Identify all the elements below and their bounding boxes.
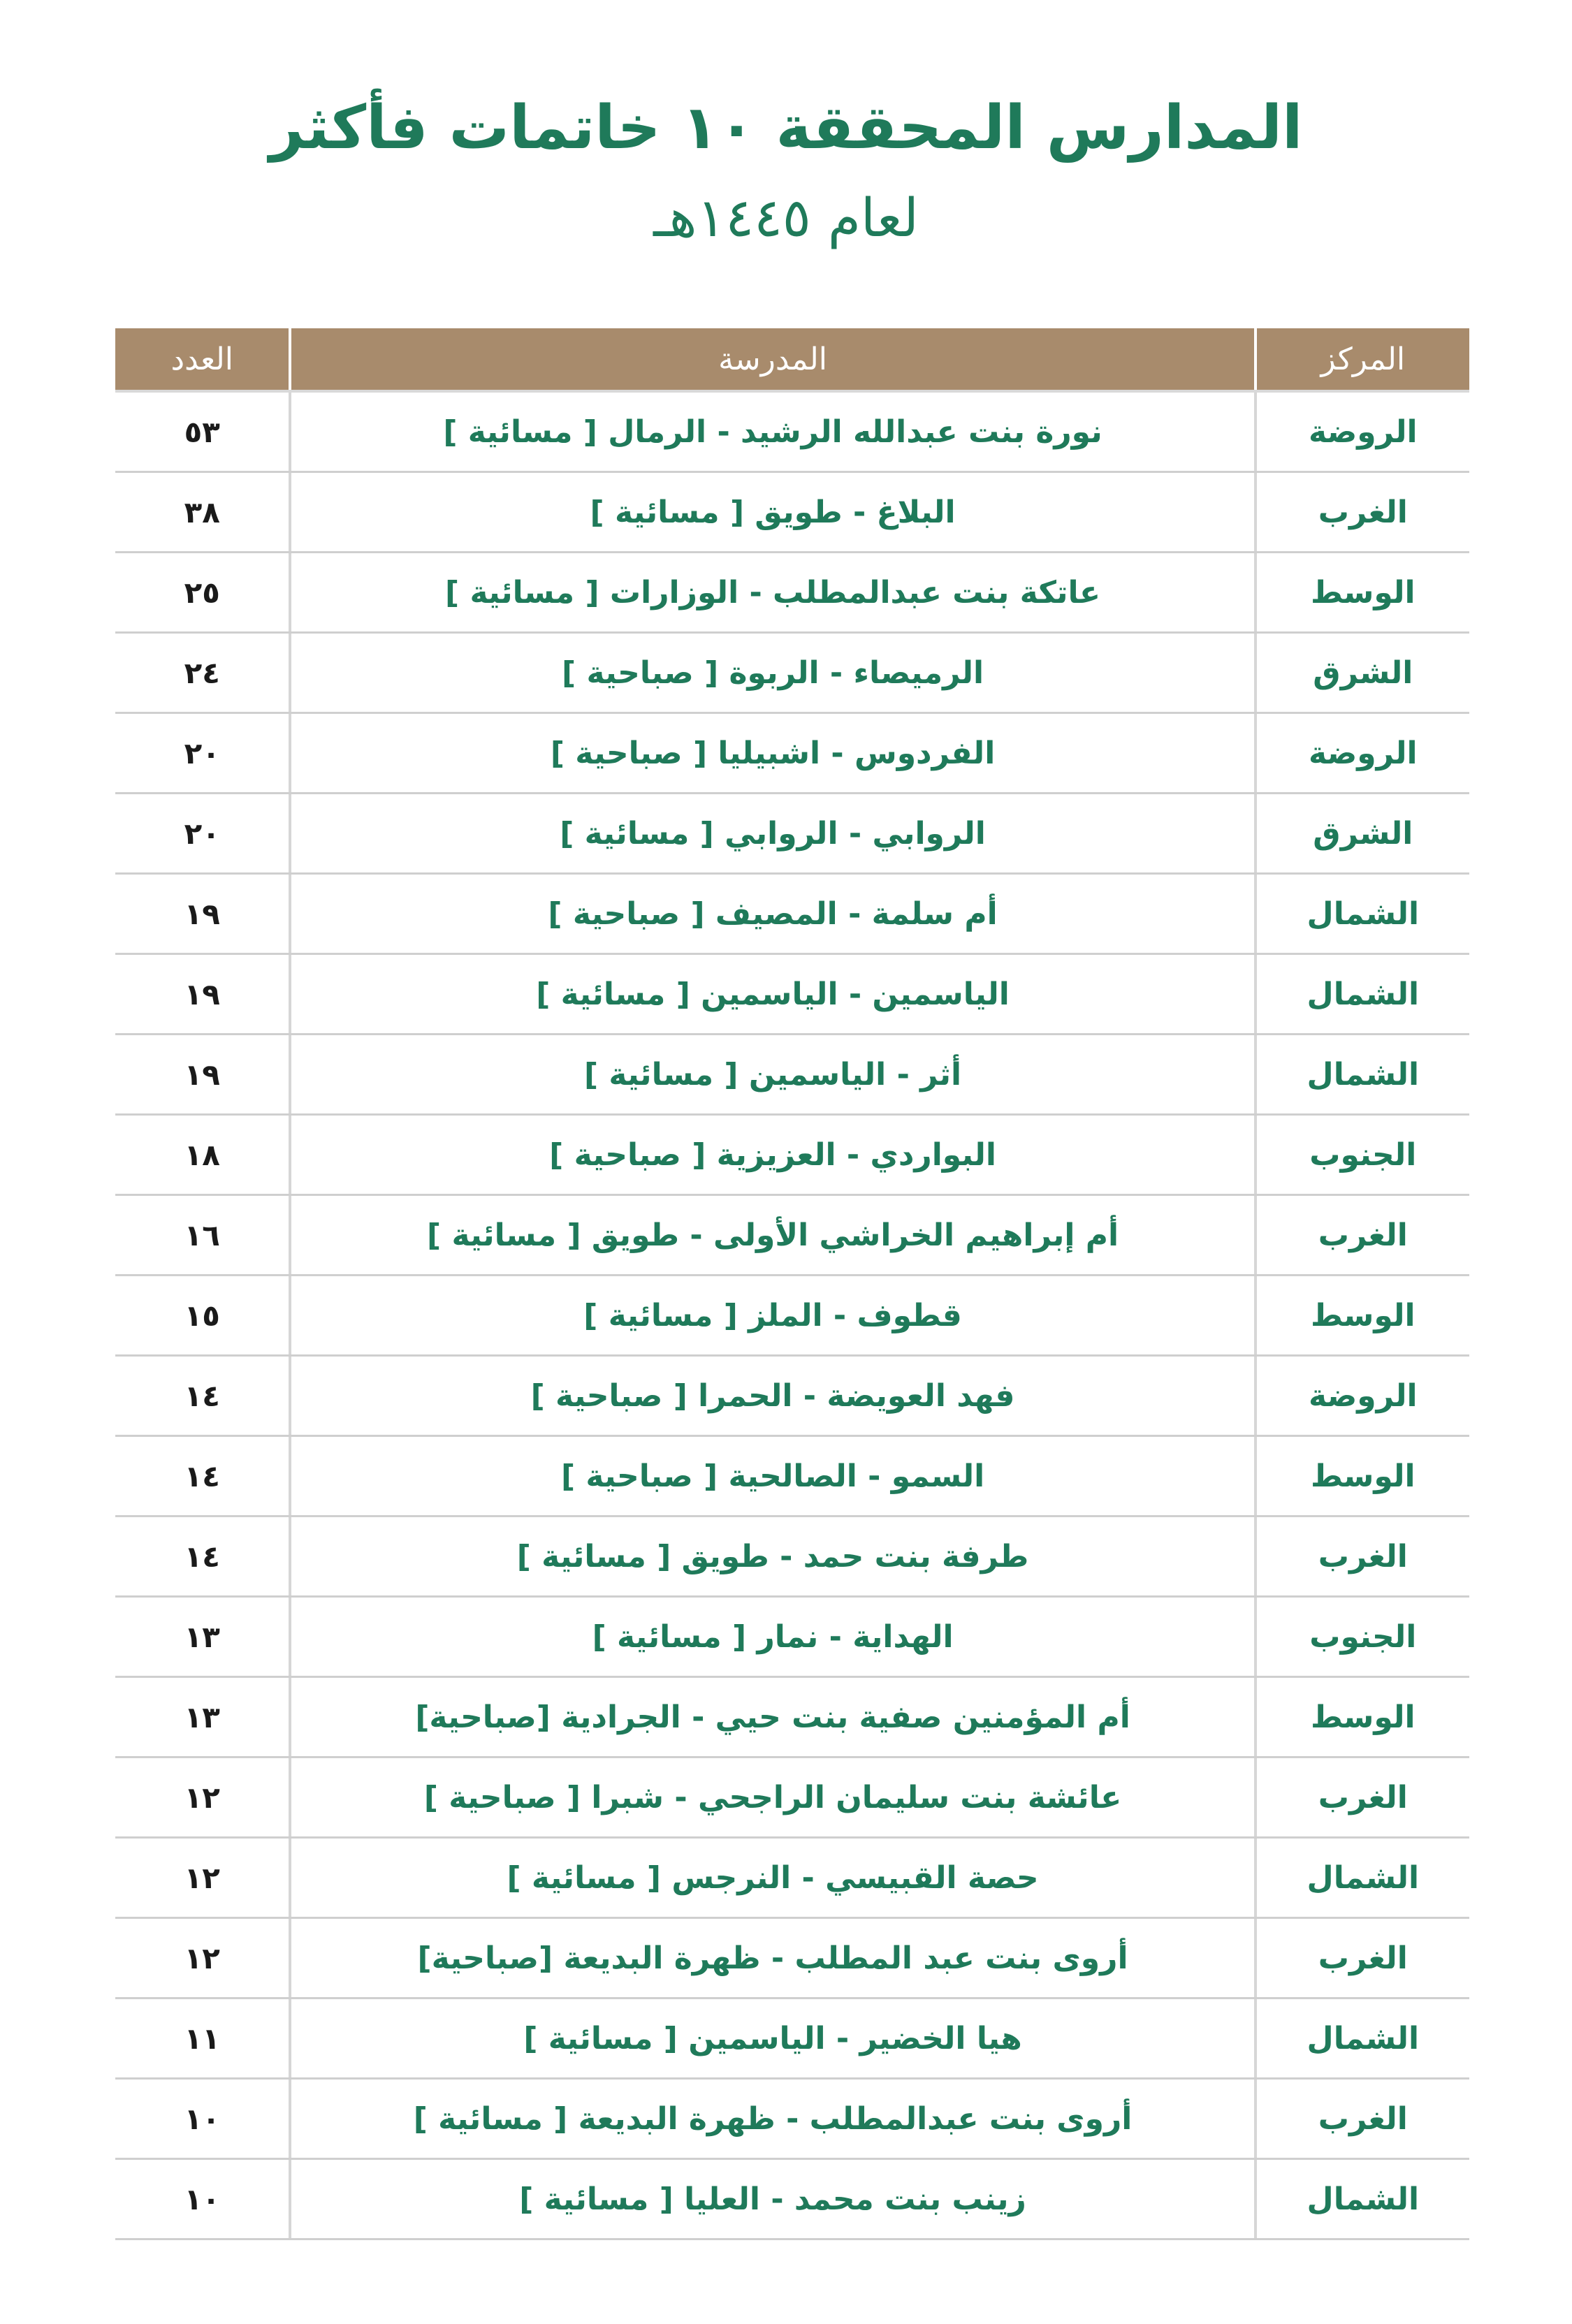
cell-school: أم المؤمنين صفية بنت حيي - الجرادية [صباحية] [289,1678,1256,1756]
cell-center: الغرب [1318,1779,1408,1815]
cell-school: طرفة بنت حمد - طويق [ مسائية ] [289,1517,1256,1595]
cell-center: الغرب [1318,2100,1408,2137]
schools-table [115,328,1469,2240]
cell-count: ٣٨ [184,495,220,529]
cell-center: الشمال [1307,2020,1420,2056]
cell-school: زينب بنت محمد - العليا [ مسائية ] [289,2160,1256,2238]
cell-school: السمو - الصالحية [ صباحية ] [289,1437,1256,1515]
cell-center: الجنوب [1309,1618,1417,1655]
cell-count: ١٥ [184,1298,220,1333]
cell-count: ١٢ [184,1941,220,1975]
table-row [115,473,1469,553]
cell-school: عائشة بنت سليمان الراجحي - شبرا [ صباحية ] [289,1758,1256,1836]
header-count: العدد [170,341,234,377]
page-title: المدارس المحققة ١٠ خاتمات فأكثر [269,93,1303,163]
table-row [115,1839,1469,1919]
table-row [115,1276,1469,1357]
cell-school: الفردوس - اشبيليا [ صباحية ] [289,714,1256,792]
table-row [115,1357,1469,1437]
cell-center: الغرب [1318,1217,1408,1253]
cell-school: الروابي - الروابي [ مسائية ] [289,794,1256,872]
table-row [115,2160,1469,2240]
cell-count: ٢٠ [184,736,220,770]
cell-center: الشرق [1313,655,1413,691]
cell-count: ١٩ [184,896,220,931]
cell-center: الروضة [1309,1377,1418,1414]
cell-count: ١٢ [184,1860,220,1895]
table-row [115,875,1469,955]
cell-school: أروى بنت عبدالمطلب - ظهرة البديعة [ مسائية ] [289,2080,1256,2158]
cell-school: حصة القبيسي - النرجس [ مسائية ] [289,1839,1256,1917]
cell-count: ١٤ [184,1539,220,1574]
cell-center: الوسط [1311,1699,1415,1735]
cell-count: ٢٠ [184,816,220,851]
cell-count: ١١ [184,2021,220,2056]
cell-count: ١٤ [184,1378,220,1413]
table-row [115,1758,1469,1839]
cell-count: ٢٤ [184,655,220,690]
cell-school: أروى بنت عبد المطلب - ظهرة البديعة [صباحية] [289,1919,1256,1997]
cell-center: الشمال [1307,976,1420,1012]
table-row [115,1196,1469,1276]
cell-count: ١٩ [184,1057,220,1092]
cell-center: الوسط [1311,1458,1415,1494]
cell-center: الروضة [1309,414,1418,450]
cell-center: الجنوب [1309,1137,1417,1173]
table-row [115,714,1469,794]
cell-center: الوسط [1311,1297,1415,1333]
table-row [115,393,1469,473]
cell-center: الروضة [1309,735,1418,771]
cell-count: ١٠ [184,2182,220,2216]
cell-center: الشمال [1307,1859,1420,1896]
table-row [115,1919,1469,1999]
table-row [115,1517,1469,1598]
cell-center: الغرب [1318,1940,1408,1976]
table-row [115,2080,1469,2160]
table-header [115,328,1469,393]
cell-center: الشمال [1307,1056,1420,1092]
table-row [115,794,1469,875]
cell-count: ١٣ [184,1700,220,1734]
cell-school: أم سلمة - المصيف [ صباحية ] [289,875,1256,953]
cell-center: الغرب [1318,494,1408,530]
cell-school: قطوف - الملز [ مسائية ] [289,1276,1256,1354]
cell-school: البلاغ - طويق [ مسائية ] [289,473,1256,551]
cell-center: الغرب [1318,1538,1408,1574]
cell-school: أثر - الياسمين [ مسائية ] [289,1035,1256,1113]
cell-school: هيا الخضير - الياسمين [ مسائية ] [289,1999,1256,2077]
cell-center: الشرق [1313,815,1413,852]
cell-school: عاتكة بنت عبدالمطلب - الوزارات [ مسائية ] [289,553,1256,631]
cell-count: ٢٥ [184,575,220,610]
cell-count: ١٠ [184,2101,220,2136]
cell-center: الشمال [1307,896,1420,932]
table-row [115,1437,1469,1517]
cell-school: البواردي - العزيزية [ صباحية ] [289,1116,1256,1194]
cell-school: نورة بنت عبدالله الرشيد - الرمال [ مسائية ] [289,393,1256,471]
table-row [115,1598,1469,1678]
table-row [115,955,1469,1035]
cell-school: فهد العويضة - الحمرا [ صباحية ] [289,1357,1256,1435]
table-row [115,1999,1469,2080]
cell-school: الهداية - نمار [ مسائية ] [289,1598,1256,1676]
table-body [115,393,1469,2240]
cell-count: ١٤ [184,1459,220,1493]
cell-count: ١٢ [184,1780,220,1815]
table-row [115,1116,1469,1196]
header-center: المركز [1320,341,1406,377]
page-subtitle: لعام ١٤٤٥هـ [653,187,919,249]
cell-school: الرميصاء - الربوة [ صباحية ] [289,634,1256,712]
table-row [115,1035,1469,1116]
cell-count: ١٦ [184,1218,220,1252]
table-row [115,1678,1469,1758]
header-school: المدرسة [289,328,1256,390]
table-row [115,634,1469,714]
cell-count: ٥٣ [184,414,220,449]
cell-center: الشمال [1307,2181,1420,2217]
cell-count: ١٨ [184,1137,220,1172]
cell-school: الياسمين - الياسمين [ مسائية ] [289,955,1256,1033]
table-row [115,553,1469,634]
cell-center: الوسط [1311,574,1415,611]
cell-count: ١٣ [184,1619,220,1654]
cell-school: أم إبراهيم الخراشي الأولى - طويق [ مسائية ] [289,1196,1256,1274]
cell-count: ١٩ [184,977,220,1011]
